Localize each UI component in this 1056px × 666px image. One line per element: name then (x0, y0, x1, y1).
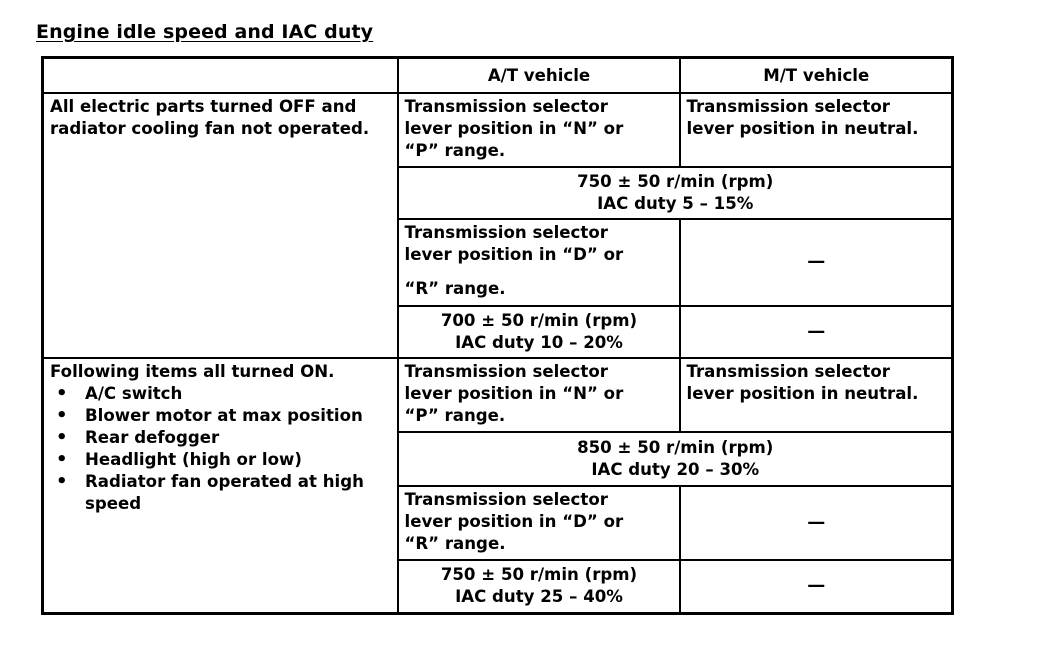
dash-cell: — (680, 560, 953, 614)
spec-iac-duty: IAC duty 5 – 15% (597, 193, 754, 213)
cell-line: Transmission selector (686, 361, 890, 381)
at-selector-cell (398, 219, 680, 306)
spec-rpm: 850 ± 50 r/min (rpm) (577, 437, 774, 457)
cell-line: Transmission selector (404, 96, 608, 116)
spec-cell (398, 306, 680, 358)
cell-line: “P” range. (404, 405, 506, 425)
mt-selector-cell (680, 93, 953, 167)
cell-line: Transmission selector (404, 489, 608, 509)
header-mt-vehicle: M/T vehicle (680, 58, 953, 93)
idle-speed-table (41, 56, 954, 615)
condition-line: All electric parts turned OFF and (50, 96, 357, 116)
list-item: • Radiator fan operated at high speed (50, 471, 392, 515)
header-condition (43, 58, 398, 93)
page-title: Engine idle speed and IAC duty (36, 21, 374, 43)
list-item: • A/C switch (50, 383, 392, 405)
cell-line: lever position in neutral. (686, 118, 919, 138)
cell-line: “R” range. (404, 533, 506, 553)
spec-iac-duty: IAC duty 25 – 40% (455, 587, 623, 607)
cell-line: lever position in “N” or (404, 118, 624, 138)
cell-line: “R” range. (404, 278, 506, 298)
dash-cell: — (680, 486, 953, 560)
cell-line: Transmission selector (404, 222, 608, 242)
cell-line: “P” range. (404, 140, 506, 160)
mt-selector-cell (680, 358, 953, 432)
spec-iac-duty: IAC duty 20 – 30% (591, 459, 760, 479)
dash-cell: — (680, 219, 953, 306)
cell-line: lever position in “N” or (404, 383, 624, 403)
cell-line: Transmission selector (404, 361, 608, 381)
spec-rpm: 700 ± 50 r/min (rpm) (440, 310, 638, 330)
at-selector-cell (398, 358, 680, 432)
list-item: • Rear defogger (50, 427, 392, 449)
table-row (43, 358, 953, 432)
dash-cell: — (680, 306, 953, 358)
condition-item-list (50, 383, 392, 515)
cell-line: Transmission selector (686, 96, 890, 116)
cell-line: lever position in neutral. (686, 383, 919, 403)
at-selector-cell (398, 93, 680, 167)
list-item: • Headlight (high or low) (50, 449, 392, 471)
spec-cell (398, 432, 953, 486)
spec-cell (398, 167, 953, 219)
cell-line: lever position in “D” or (404, 244, 624, 264)
condition-cell (43, 93, 398, 358)
header-at-vehicle: A/T vehicle (398, 58, 680, 93)
list-item: • Blower motor at max position (50, 405, 392, 427)
condition-line: radiator cooling fan not operated. (50, 118, 370, 138)
table-header-row (43, 58, 953, 93)
table-row (43, 93, 953, 167)
spec-rpm: 750 ± 50 r/min (rpm) (440, 565, 638, 585)
spec-iac-duty: IAC duty 10 – 20% (455, 332, 623, 352)
condition-line: Following items all turned ON. (50, 361, 335, 381)
at-selector-cell (398, 486, 680, 560)
cell-line: lever position in “D” or (404, 511, 624, 531)
condition-cell (43, 358, 398, 614)
spec-rpm: 750 ± 50 r/min (rpm) (577, 171, 774, 191)
spec-cell (398, 560, 680, 614)
